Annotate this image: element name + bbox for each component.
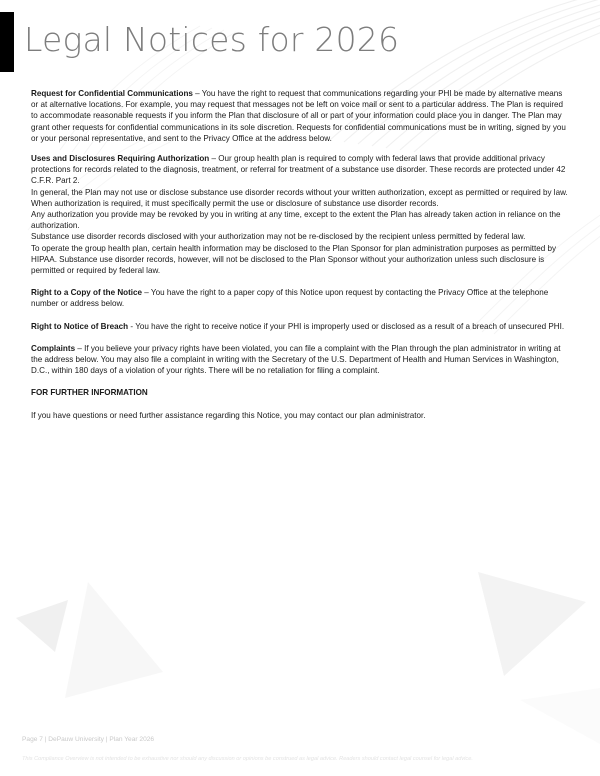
section-paragraph: To operate the group health plan, certain health information may be disclosed to the Plan Sponsor for plan administration purposes as permitted by HIPAA. Substance use disorder records, however, will not be disclosed to the Plan Sponsor without your authorization unless such disclosure is permitted or required by federal law. xyxy=(31,243,557,276)
page-title: Legal Notices for 2026 xyxy=(24,20,400,59)
footer-page-label: Page 7 | DePauw University | Plan Year 2026 xyxy=(22,736,155,743)
document-body xyxy=(31,88,571,430)
triangle-large-left xyxy=(65,582,163,698)
section-heading: Request for Confidential Communications xyxy=(31,89,193,98)
section-body: You have the right to request that communications regarding your PHI be made by alternative means or at alternative locations. For example, you may request that messages not be left on voice mail or sent to a particular address. The Plan is required to accommodate reasonable requests if you inform the Plan that disclosure of all or part of your information could place you in danger. The Plan may grant other requests for confidential communications in its sole discretion. Requests for confidential communications must be in writing, signed by you or your personal representative, and sent to the Privacy Office at the address below. xyxy=(31,89,566,143)
section-dash: - xyxy=(128,321,136,331)
section-dash: – xyxy=(209,154,219,164)
footer-disclaimer: This Compliance Overview is not intended to be exhaustive nor should any discussion or opinions be construed as legal advice. Readers should contact legal counsel for legal advice. xyxy=(22,756,473,762)
for-further-information-heading: FOR FURTHER INFORMATION xyxy=(31,388,148,398)
section-uses-and-disclosures-requiring-authorization xyxy=(31,153,571,187)
section-heading: Complaints xyxy=(31,343,76,353)
section-paragraph: Any authorization you provide may be revoked by you in writing at any time, except to the extent the Plan has already taken action in reliance on the authorization. xyxy=(31,210,561,231)
section-heading: Uses and Disclosures Requiring Authorization xyxy=(31,154,210,164)
section-heading: Right to Notice of Breach xyxy=(31,321,129,331)
document-footer xyxy=(22,735,588,775)
section-body: You have the right to receive notice if your PHI is improperly used or disclosed as a result of a breach of unsecured PHI. xyxy=(135,321,565,331)
for-further-information-body: If you have questions or need further assistance regarding this Notice, you may contact our plan administrator. xyxy=(31,410,426,420)
section-paragraph: Substance use disorder records disclosed with your authorization may not be re-disclosed by the recipient unless permitted by federal law. xyxy=(31,232,526,242)
section-request-for-confidential-communications xyxy=(31,88,571,144)
section-dash: – xyxy=(142,288,151,298)
section-body: Our group health plan is required to comply with federal laws that provide additional privacy protections for records related to the diagnosis, treatment, or referral for treatment of a substance use disorder. These records are protected under 42 C.F.R. Part 2. xyxy=(31,154,566,186)
section-paragraph: In general, the Plan may not use or disclose substance use disorder records without your written authorization, except as permitted or required by law. When authorization is required, it must specifically permit the use or disclosure of substance use disorder records. xyxy=(31,187,568,208)
section-right-to-a-copy-of-the-notice xyxy=(31,287,571,309)
section-body: If you believe your privacy rights have been violated, you can file a complaint with the Plan through the plan administrator in writing at the address below. You may also file a complaint in writing with the Secretary of the U.S. Department of Health and Human Services in Washington, D.C., within 180 days of a violation of your rights. There will be no retaliation for filing a complaint. xyxy=(31,343,561,376)
section-dash: – xyxy=(75,343,85,353)
section-heading: Right to a Copy of the Notice xyxy=(31,288,143,298)
section-body: You have the right to a paper copy of this Notice upon request by contacting the Privacy Office at the telephone number or address below. xyxy=(31,288,549,309)
triangle-right xyxy=(478,572,586,676)
title-accent-bar xyxy=(0,12,14,72)
section-dash: – xyxy=(192,89,202,98)
section-complaints xyxy=(31,343,571,377)
section-right-to-notice-of-breach xyxy=(31,321,571,332)
triangle-small-left xyxy=(16,600,68,652)
document-header xyxy=(0,0,600,78)
